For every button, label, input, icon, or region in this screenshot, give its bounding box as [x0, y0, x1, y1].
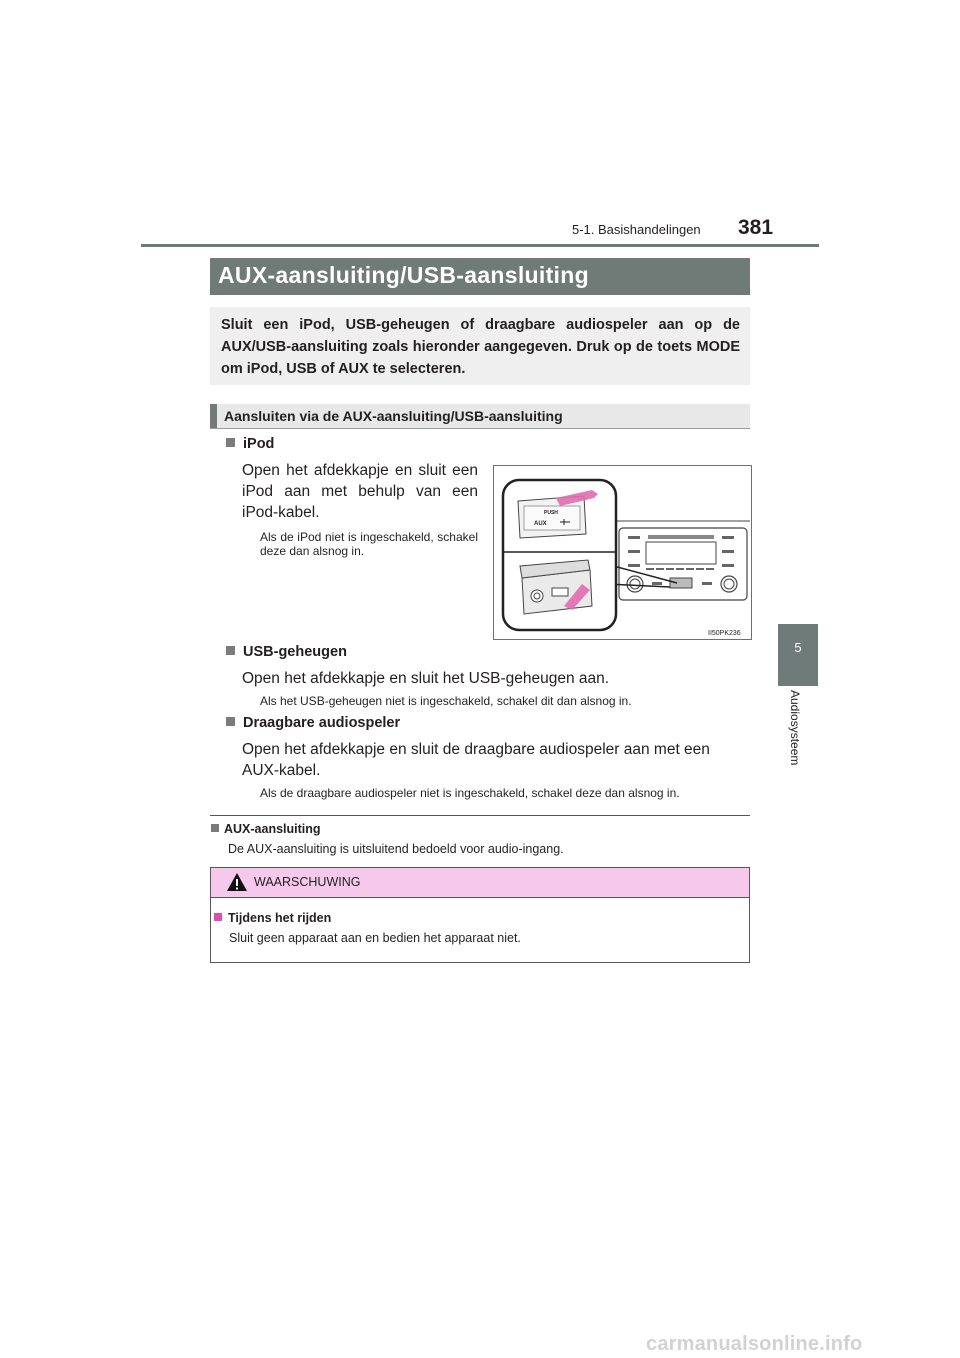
item-note-portable: Als de draagbare audiospeler niet is ingeschakeld, schakel deze dan alsnog in.: [260, 786, 680, 800]
section-divider: [210, 815, 750, 816]
item-body-usb: Open het afdekkapje en sluit het USB-geheugen aan.: [242, 670, 610, 687]
square-bullet-icon: [226, 717, 235, 726]
illustration-svg: [494, 466, 751, 639]
warning-label: WAARSCHUWING: [254, 875, 361, 889]
illustration-aux-label: AUX: [534, 521, 547, 527]
subheading-accent: [210, 404, 217, 428]
square-bullet-icon: [214, 913, 222, 921]
illustration-code: II50PK236: [708, 630, 741, 637]
warning-item-body: Sluit geen apparaat aan en bedien het apparaat niet.: [229, 931, 521, 945]
chapter-tab-label: Audiosysteem: [788, 690, 802, 766]
warning-triangle-icon: [226, 872, 248, 897]
item-note-ipod: Als de iPod niet is ingeschakeld, schakel deze dan alsnog in.: [260, 530, 478, 558]
square-bullet-icon: [226, 438, 235, 447]
page-number: 381: [738, 216, 774, 239]
chapter-tab-number: 5: [794, 640, 802, 655]
item-body-portable: Open het afdekkapje en sluit de draagbare audiospeler aan met een AUX-kabel.: [242, 741, 710, 779]
watermark: carmanualsonline.info: [646, 1333, 863, 1355]
square-bullet-icon: [211, 824, 219, 832]
aux-info-body: De AUX-aansluiting is uitsluitend bedoeld voor audio-ingang.: [228, 842, 564, 856]
square-bullet-icon: [226, 646, 235, 655]
page-title: AUX-aansluiting/USB-aansluiting: [218, 262, 589, 288]
item-title-ipod: iPod: [226, 436, 274, 452]
header-rule: [141, 244, 819, 247]
chapter-tab: [778, 624, 818, 686]
aux-info-title: AUX-aansluiting: [211, 822, 321, 836]
subheading: Aansluiten via de AUX-aansluiting/USB-aansluiting: [224, 408, 563, 424]
warning-item-title: Tijdens het rijden: [214, 911, 331, 925]
item-note-usb: Als het USB-geheugen niet is ingeschakeld, schakel dit dan alsnog in.: [260, 694, 632, 708]
item-body-ipod: Open het afdekkapje en sluit een iPod aan met behulp van een iPod-kabel.: [242, 462, 478, 521]
item-title-usb: USB-geheugen: [226, 644, 347, 660]
item-title-portable: Draagbare audiospeler: [226, 715, 400, 731]
illustration-aux-usb-port: [493, 465, 752, 640]
intro-text: Sluit een iPod, USB-geheugen of draagbare audiospeler aan op de AUX/USB-aansluiting zoals hieronder aangegeven. Druk op de toets MODE om iPod, USB of AUX te selecteren.: [221, 317, 740, 377]
illustration-push-label: PUSH: [544, 510, 558, 516]
section-breadcrumb: 5-1. Basishandelingen: [572, 222, 701, 237]
